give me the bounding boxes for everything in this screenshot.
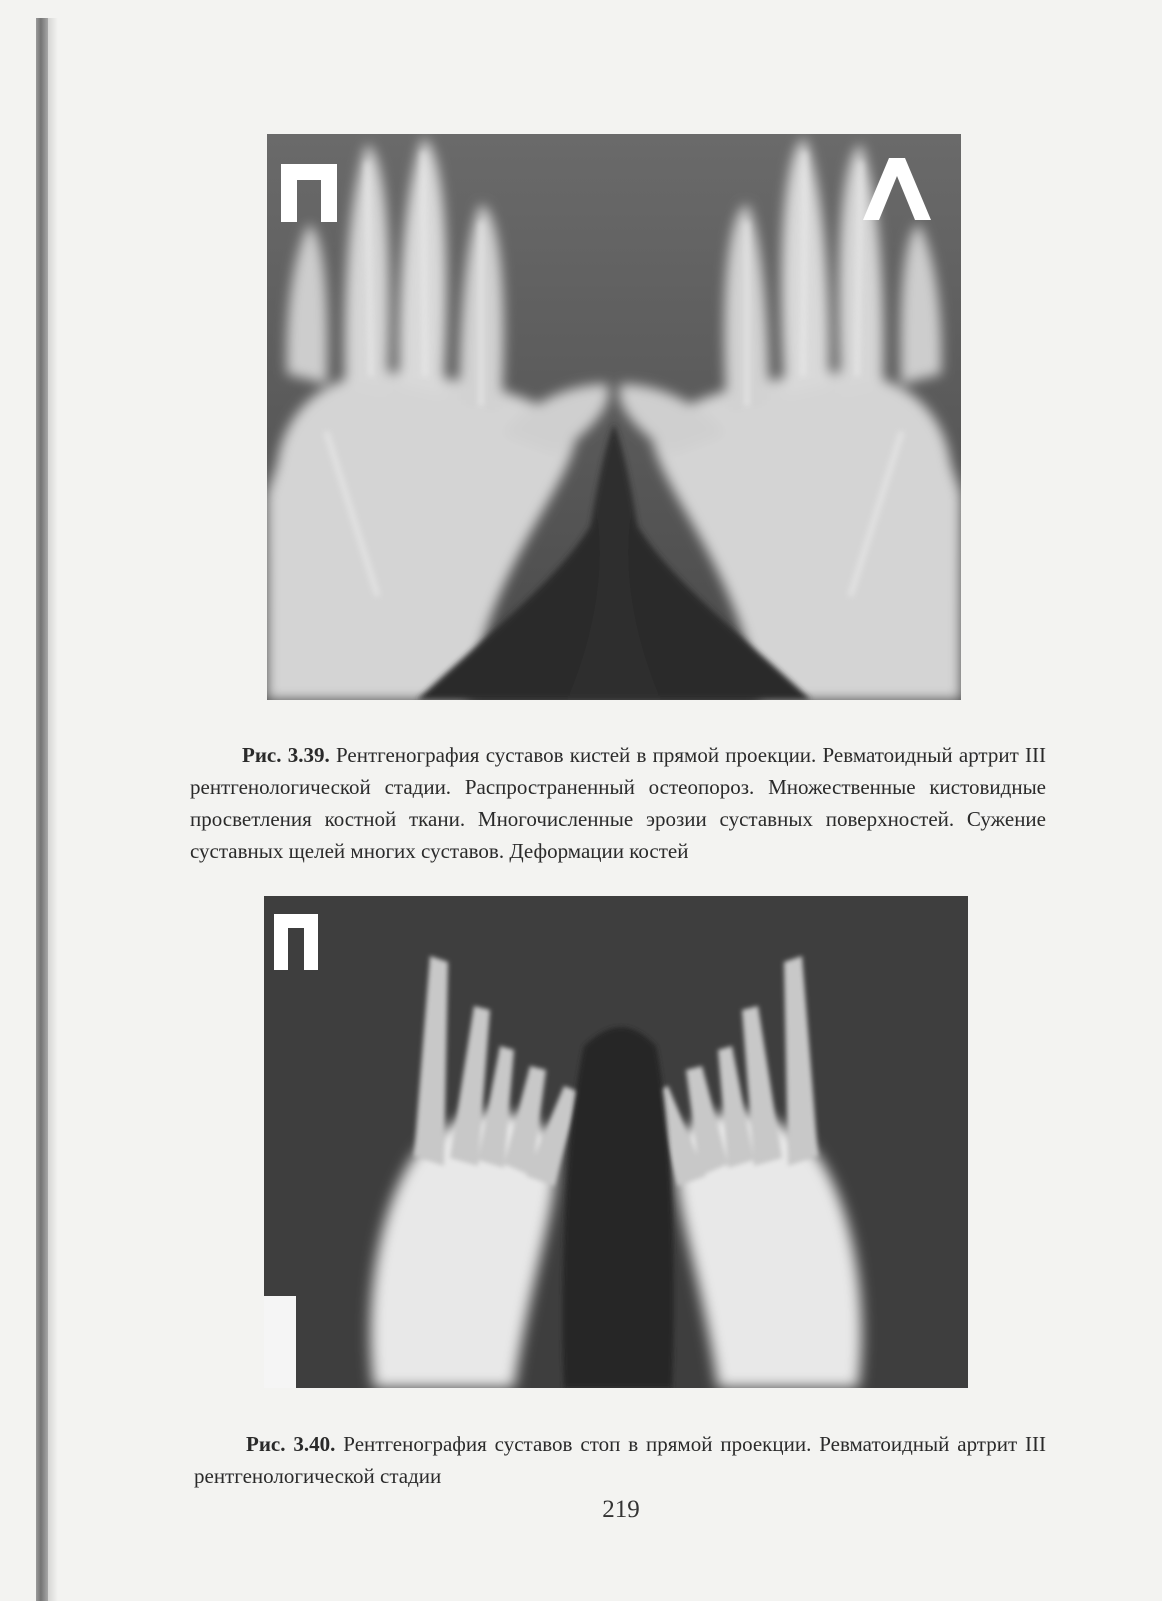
page-number: 219 (602, 1496, 640, 1523)
binding-edge (36, 18, 48, 1601)
figure-label: Рис. 3.39. (242, 743, 330, 767)
figure-caption-3-40 (194, 1428, 1046, 1492)
binding-shadow (48, 18, 58, 1601)
feet-xray-figure (264, 896, 968, 1388)
figure-caption-3-39 (190, 739, 1046, 867)
caption-text: Рентгенография суставов кистей в прямой проекции. Ревматоидный артрит III рентгенологической стадии. Распространенный остеопороз. Множественные кистовидные просветления костной ткани. Многочисленные эрозии суставных поверхностей. Сужение суставных щелей многих суставов. Деформации костей (190, 743, 1047, 863)
caption-text: Рентгенография суставов стоп в прямой проекции. Ревматоидный артрит III рентгенологической стадии (194, 1432, 1047, 1488)
figure-label: Рис. 3.40. (246, 1432, 336, 1456)
hands-xray-figure (267, 134, 961, 700)
